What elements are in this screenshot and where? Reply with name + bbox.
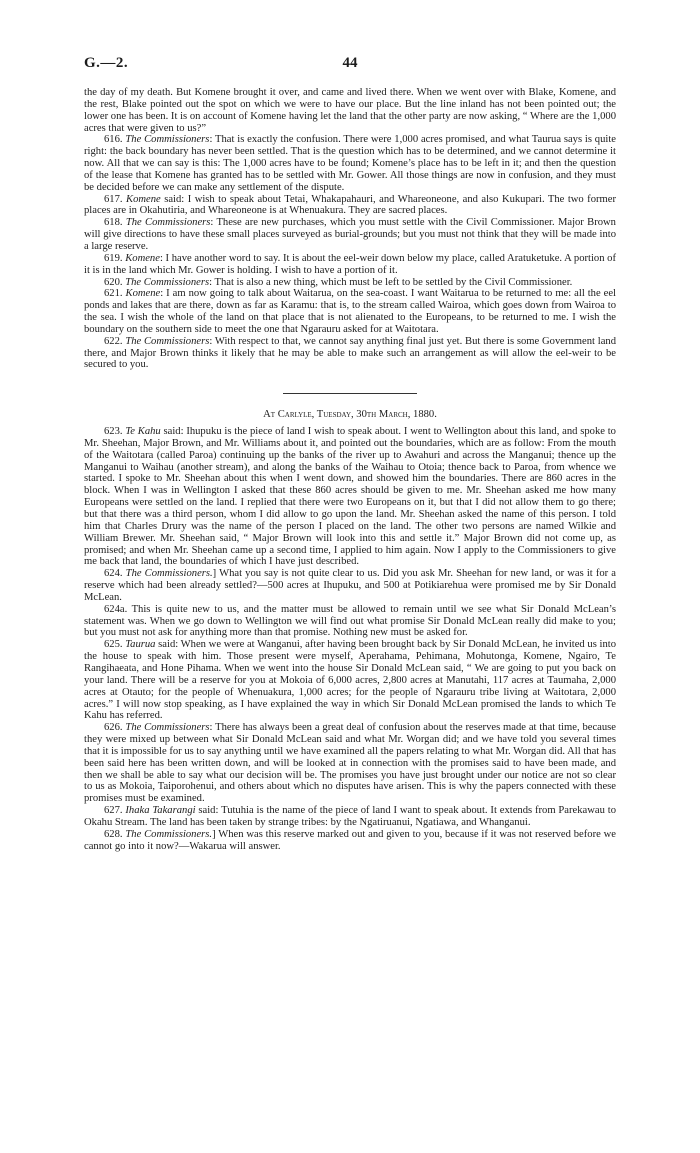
speaker-name: The Commissioners bbox=[125, 276, 210, 288]
document-body bbox=[84, 87, 616, 852]
paragraph bbox=[84, 194, 616, 218]
paragraph-text: : That is also a new thing, which must be left to be settled by the Civil Commissioner. bbox=[209, 276, 573, 288]
speaker-name: Komene bbox=[125, 252, 160, 264]
paragraph-number: 624. bbox=[104, 568, 123, 580]
page-header bbox=[84, 55, 616, 77]
section-divider bbox=[283, 393, 417, 394]
paragraph bbox=[84, 805, 616, 829]
paragraph-text: said: When we were at Wanganui, after having been brought back by Sir Donald McLean, he invited us into the house to speak with him. Those present were myself, Aperahama, Pehimana, Mohutonga, Komene, Ngairo, Te Rangihaeata, and Hone Pihama. When we went into the house Sir Donald McLean said, “ We are going to put you back on your land. There will be a reserve for you at Mokoia of 6,000 acres, 2,800 acres at Manutahi, 117 acres at Taumaha, 2,000 acres at Otauto; for the people of Whenuakura, 1,000 acres; for the people of Ngarauru tribe living at Waitotara, 2,000 acres.” I will now stop speaking, as I have explained the way in which Sir Donald McLean promised the lands to which Te Kahu has referred. bbox=[84, 639, 617, 722]
speaker-name: The Commissioners bbox=[125, 217, 211, 229]
speaker-name: Komene bbox=[126, 193, 161, 205]
paragraph bbox=[84, 253, 616, 277]
paragraph bbox=[84, 639, 616, 722]
paragraph-text: : With respect to that, we cannot say anything final just yet. But there is some Government land there, and Major Brown thinks it likely that he may be able to make such an arrangement as will allow the eel-weir to be secured to you. bbox=[84, 335, 616, 371]
paragraph-number: 621. bbox=[104, 288, 123, 300]
paragraph-number: 627. bbox=[104, 805, 123, 817]
paragraph-number: 619. bbox=[104, 252, 123, 264]
paragraph-number: 617. bbox=[104, 193, 123, 205]
paragraph-number: 628. bbox=[104, 828, 123, 840]
paragraph-number: 623. bbox=[104, 426, 123, 438]
paragraph-text: This is quite new to us, and the matter must be allowed to remain until we see what Sir Donald McLean’s statement was. When we go down to Wellington we will find out what promise Sir Donald McLean really did make to you; but you must not ask for anything more than that promise. Nothing new must be asked for. bbox=[84, 603, 616, 639]
paragraph bbox=[84, 829, 616, 853]
paragraph bbox=[84, 277, 616, 289]
paragraph-text: : These are new purchases, which you must settle with the Civil Commissioner. Major Brown will give directions to have these small places surveyed as burial-grounds; but you must not think that they will be made into a large reserve. bbox=[84, 217, 616, 252]
paragraph bbox=[84, 604, 616, 640]
paragraph bbox=[84, 134, 616, 193]
paragraph bbox=[84, 336, 616, 372]
paragraph-number: 624a. bbox=[104, 603, 128, 615]
speaker-name: The Commissioners bbox=[125, 134, 210, 146]
paragraph bbox=[84, 288, 616, 335]
paragraph-text: : I have another word to say. It is about the eel-weir down below my place, called Aratuketuke. A portion of it is in the land which Mr. Gower is holding. I wish to have a portion of it. bbox=[84, 252, 616, 276]
paragraph-text: : I am now going to talk about Waitarua, on the sea-coast. I want Waitarua to be returned to me: all the eel ponds and lakes that are there, down as far as Karamu: that is, to the stream called Wairoa, which goes down from Wairoa to the sea. I wish the whole of the land on that place that is not alienated to the Europeans, to be returned to me. I wish the boundary on the southern side to meet the one that Ngarauru asked for at Waitotara. bbox=[84, 288, 617, 335]
speaker-name: Te Kahu bbox=[125, 426, 161, 438]
paragraph-text: : That is exactly the confusion. There were 1,000 acres promised, and what Taurua says is quite right: the back boundary has never been settled. That is the question which has to be determined, and we cannot determine it now. All that we can say is this: The 1,000 acres have to be found; Komene’s place has to be left in it; and then the question of the lease that Komene has granted has to be settled with Mr. Gower. All those things are now in confusion, and they must be decided before we can make any settlement of the dispute. bbox=[84, 134, 616, 193]
paragraph-text: ] What you say is not quite clear to us. Did you ask Mr. Sheehan for new land, or was it for a reserve which had been already settled?—500 acres at Ihupuku, and 500 at Potikiarehua were promised me by Sir Donald McLean. bbox=[84, 568, 616, 603]
speaker-name: Taurua bbox=[125, 639, 156, 651]
speaker-name: Ihaka Takarangi bbox=[125, 805, 196, 817]
paragraph-text: said: Tutuhia is the name of the piece of land I want to speak about. It extends from Parekawau to Okahu Stream. The land has been taken by strange tribes: by the Ngatiruanui, Ngatiawa, and Whanganui. bbox=[84, 805, 616, 828]
paragraph-number: 626. bbox=[104, 722, 123, 734]
paragraph bbox=[84, 568, 616, 604]
paragraph-text: said: Ihupuku is the piece of land I wish to speak about. I went to Wellington about this land, and spoke to Mr. Sheehan, Major Brown, and Mr. Williams about it, and pointed out the boundaries, which are as follow: From the mouth of the Waitotara (called Paroa) continuing up the banks of the river up to Awahuri and across the Manganui; thence up the Manganui to Waihau (another stream), and along the banks of the Waihau to Otoia; thence back to Paroa, from whence we started. I spoke to Mr. Sheehan about this when I went down, and showed him the boundaries. There are 860 acres in the block. When I was in Wellington I asked that these 860 acres should be given to me. Mr. Sheehan asked me how many Europeans were settled on the land. I replied that there were two Europeans on it, but that I did not allow them to go there; but that there was a third person, whom I did allow to go upon the land. Mr. Sheehan asked the name of this person. I told him that Charles Drury was the name of the person I placed on the land. The other two persons are named Wilkie and William Brewer. Mr. Sheehan said, “ Major Brown will look into this and settle it.” Major Brown did not come up, as promised; and when Mr. Sheehan came up a second time, I applied to him again. Now I apply to the Commissioners to give me back that land, the boundaries of which I have just described. bbox=[84, 426, 616, 568]
paragraph bbox=[84, 217, 616, 253]
paragraph-text: ] When was this reserve marked out and given to you, because if it was not reserved before we cannot go into it now?—Wakarua will answer. bbox=[84, 828, 616, 852]
paragraph-number: 618. bbox=[104, 217, 123, 229]
paragraph-text: : There has always been a great deal of confusion about the reserves made at that time, because they were mixed up between what Sir Donald McLean said and what Mr. Worgan did; and we have told you several times that it is impossible for us to say anything until we have examined all the papers relating to what Mr. Worgan did. All that has been said here has been written down, and will be looked at in connection with the promises said to have been made, and then we shall be able to say what our decision will be. The promises you have just brought under our notice are not so clear to us as Mokoia, Taiporohenui, and others about which no disputes have arisen. This is why the papers connected with these promises must be examined. bbox=[84, 722, 616, 805]
paragraph bbox=[84, 426, 616, 568]
speaker-name: The Commissioners bbox=[125, 335, 210, 347]
paragraph-text: the day of my death. But Komene brought it over, and came and lived there. When we went over with Blake, Komene, and the rest, Blake pointed out the spot on which we were to have our place. But the line inland has not been pointed out; the lower one has been. It is on account of Komene having let the land that the other party are now asking, “ Where are the 1,000 acres that were given to us?” bbox=[84, 87, 616, 134]
speaker-name: Komene bbox=[125, 288, 161, 300]
paragraph-number: 625. bbox=[104, 639, 123, 651]
speaker-name: The Commissioners. bbox=[125, 828, 213, 840]
speaker-name: The Commissioners. bbox=[125, 568, 213, 580]
page-reference: G.—2. bbox=[84, 55, 129, 71]
paragraph-number: 622. bbox=[104, 335, 123, 347]
session-heading: At Carlyle, Tuesday, 30th March, 1880. bbox=[263, 409, 437, 421]
paragraph bbox=[84, 722, 616, 805]
paragraph bbox=[84, 87, 616, 134]
paragraph-number: 616. bbox=[104, 134, 123, 146]
paragraph-text: said: I wish to speak about Tetai, Whakapahauri, and Whareoneone, and also Kukupari. The two former places are in Okahutiria, and Whareoneone is at Whenuakura. They are sacred places. bbox=[84, 193, 616, 217]
page-number: 44 bbox=[342, 55, 358, 71]
paragraph-number: 620. bbox=[104, 276, 123, 288]
speaker-name: The Commissioners bbox=[125, 722, 210, 734]
